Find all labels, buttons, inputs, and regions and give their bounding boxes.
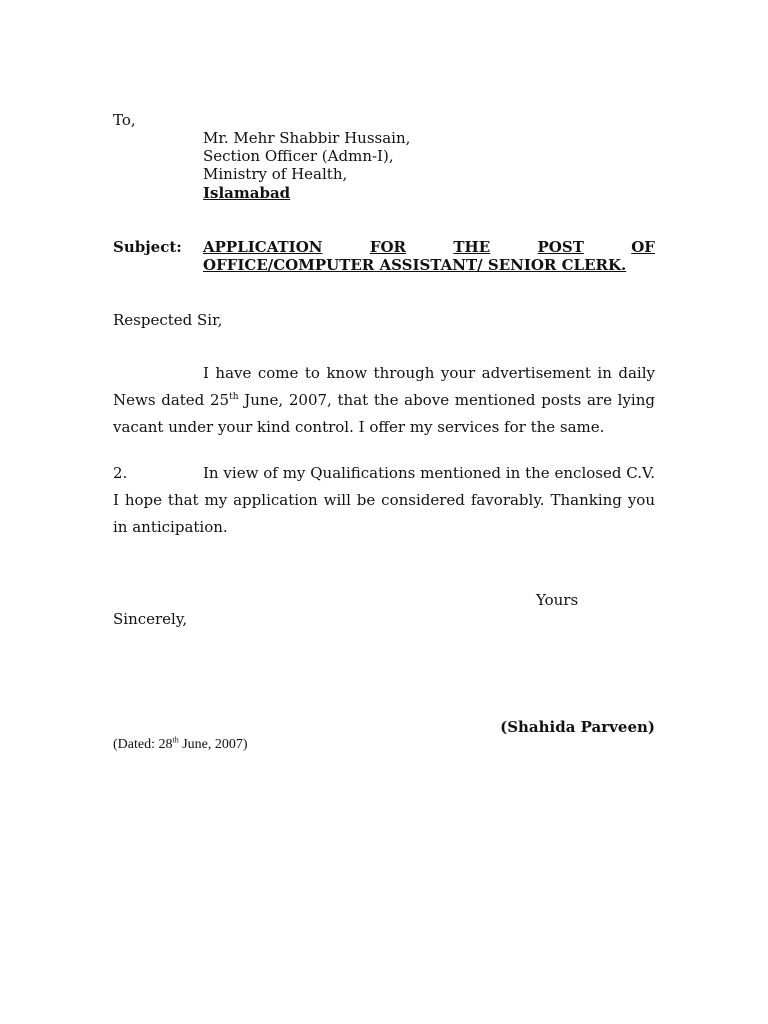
- body-paragraph-2: [113, 460, 655, 541]
- recipient-ministry: Ministry of Health,: [203, 165, 348, 183]
- date-text-a: (Dated: 28: [113, 737, 173, 752]
- recipient-name: Mr. Mehr Shabbir Hussain,: [203, 129, 411, 147]
- date-line: [113, 737, 248, 753]
- subject-line-1: [203, 238, 655, 256]
- recipient-designation: Section Officer (Admn-I),: [203, 147, 394, 165]
- date-text-b: June, 2007): [178, 737, 248, 752]
- subject-word: FOR: [369, 238, 407, 256]
- subject-line-2: OFFICE/COMPUTER ASSISTANT/ SENIOR CLERK.: [203, 256, 627, 274]
- recipient-city: Islamabad: [203, 184, 291, 202]
- paragraph-1-text-a: I have come to know through your advertisement in daily News dated 25: [113, 364, 655, 409]
- signature-name: (Shahida Parveen): [500, 718, 655, 736]
- body-paragraph-1: [113, 360, 655, 441]
- greeting: Respected Sir,: [113, 311, 223, 329]
- subject-word: OF: [631, 238, 655, 256]
- subject-word: APPLICATION: [203, 238, 323, 256]
- paragraph-2-text: In view of my Qualifications mentioned in the enclosed C.V. I hope that my application will be considered favorably. Thanking you in anticipation.: [113, 464, 655, 536]
- date-ordinal: th: [172, 735, 179, 745]
- closing-yours: Yours: [536, 591, 579, 609]
- subject-word: POST: [537, 238, 584, 256]
- subject-label: Subject:: [113, 238, 182, 256]
- paragraph-1-ordinal: th: [229, 392, 239, 402]
- closing-sincerely: Sincerely,: [113, 610, 188, 628]
- paragraph-1-text-b: June, 2007, that the above mentioned posts are lying vacant under your kind control. I offer my services for the same.: [113, 391, 655, 436]
- salutation-to: To,: [113, 111, 136, 129]
- subject-word: THE: [453, 238, 491, 256]
- paragraph-number: 2.: [113, 464, 128, 482]
